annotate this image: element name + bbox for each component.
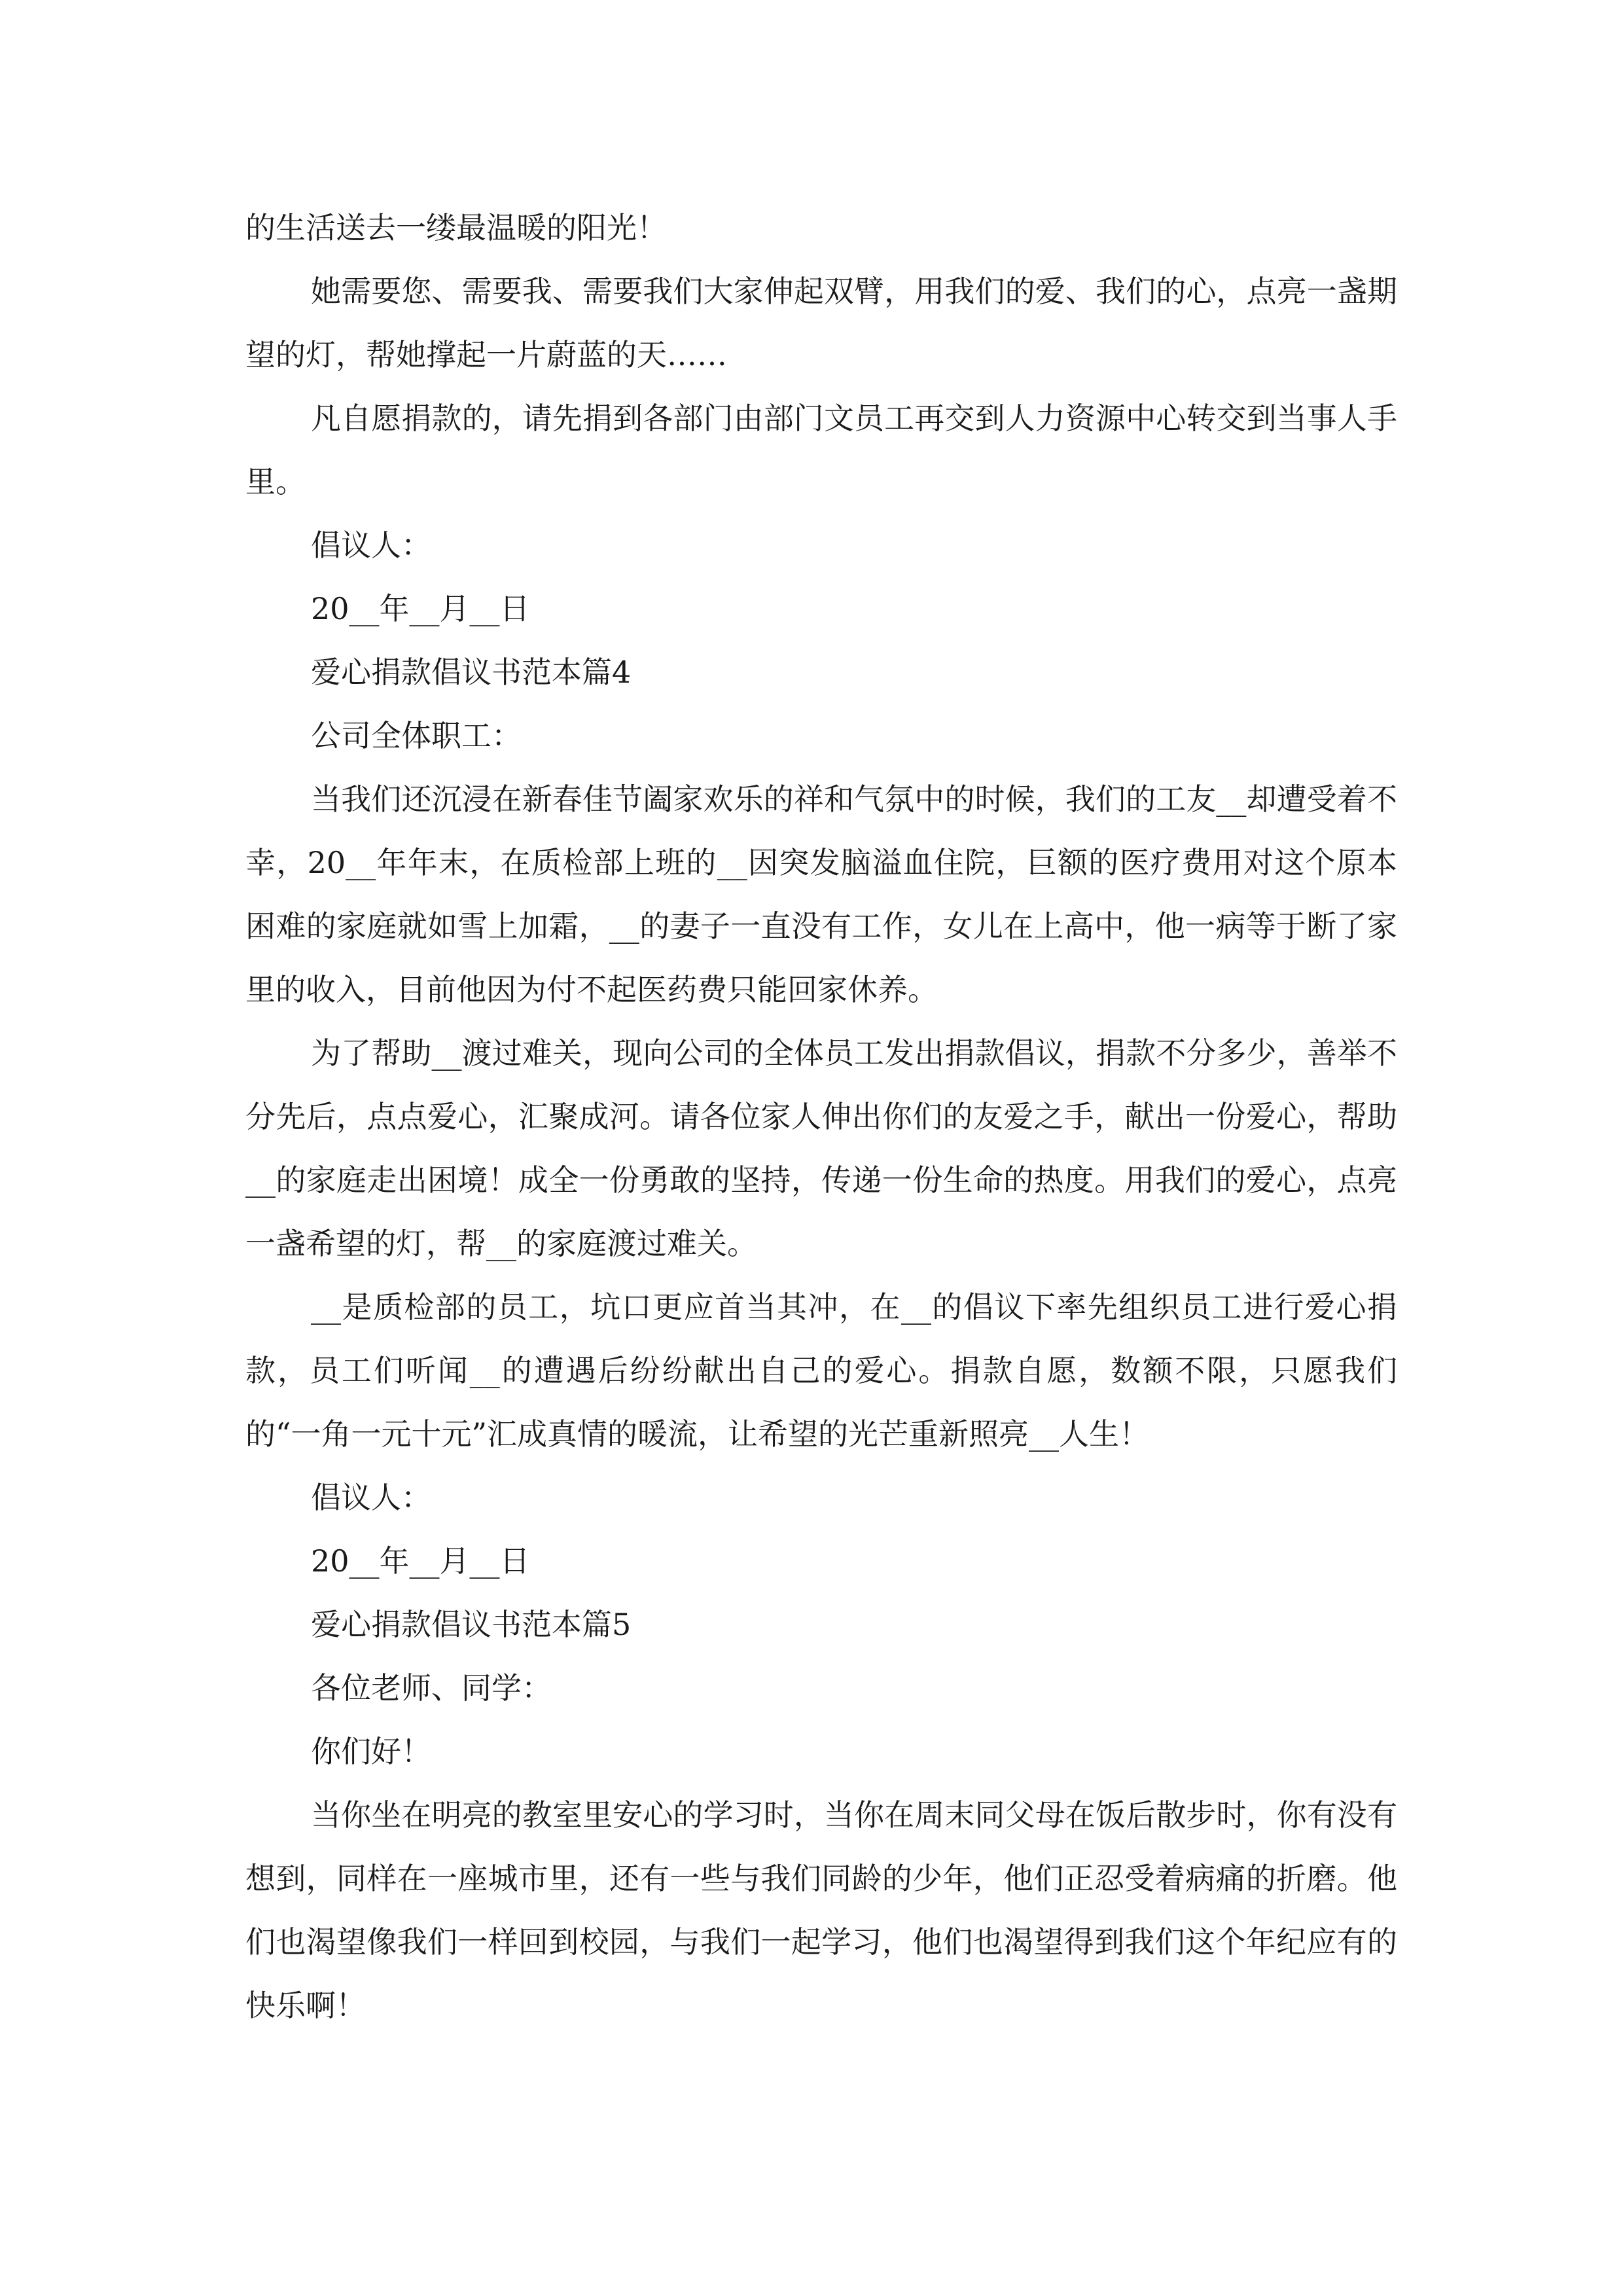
- paragraph-continuation: 的生活送去一缕最温暖的阳光！: [245, 210, 667, 245]
- paragraph: 凡自愿捐款的，请先捐到各部门由部门文员工再交到人力资源中心转交到当事人手里。: [245, 401, 1397, 499]
- signature-label: 倡议人：: [311, 1480, 431, 1515]
- greeting: 你们好！: [311, 1734, 431, 1769]
- paragraph: __是质检部的员工，坑口更应首当其冲，在__的倡议下率先组织员工进行爱心捐款，员工们听闻__的遭遇后纷纷献出自己的爱心。捐款自愿，数额不限，只愿我们的“一角一元十元”汇成真情的暖流，让希望的光芒重新照亮__人生！: [245, 1289, 1397, 1452]
- salutation: 各位老师、同学：: [311, 1670, 552, 1706]
- paragraph: 她需要您、需要我、需要我们大家伸起双臂，用我们的爱、我们的心，点亮一盏期望的灯，帮她撑起一片蔚蓝的天……: [245, 274, 1397, 372]
- salutation: 公司全体职工：: [311, 718, 522, 753]
- signature-label: 倡议人：: [311, 528, 431, 563]
- section-title: 爱心捐款倡议书范本篇4: [311, 655, 632, 690]
- paragraph: 当我们还沉浸在新春佳节阖家欢乐的祥和气氛中的时候，我们的工友__却遭受着不幸，20__年年末，在质检部上班的__因突发脑溢血住院，巨额的医疗费用对这个原本困难的家庭就如雪上加霜，__的妻子一直没有工作，女儿在上高中，他一病等于断了家里的收入，目前他因为付不起医药费只能回家休养。: [245, 781, 1397, 1007]
- section-title: 爱心捐款倡议书范本篇5: [311, 1607, 632, 1642]
- date-line: 20__年__月__日: [311, 591, 530, 626]
- paragraph: 为了帮助__渡过难关，现向公司的全体员工发出捐款倡议，捐款不分多少，善举不分先后，点点爱心，汇聚成河。请各位家人伸出你们的友爱之手，献出一份爱心，帮助__的家庭走出困境！成全一份勇敢的坚持，传递一份生命的热度。用我们的爱心，点亮一盏希望的灯，帮__的家庭渡过难关。: [245, 1035, 1397, 1261]
- paragraph: 当你坐在明亮的教室里安心的学习时，当你在周末同父母在饭后散步时，你有没有想到，同样在一座城市里，还有一些与我们同龄的少年，他们正忍受着病痛的折磨。他们也渴望像我们一样回到校园，与我们一起学习，他们也渴望得到我们这个年纪应有的快乐啊！: [245, 1797, 1397, 2023]
- date-line: 20__年__月__日: [311, 1543, 530, 1579]
- document-body: [245, 196, 1397, 2037]
